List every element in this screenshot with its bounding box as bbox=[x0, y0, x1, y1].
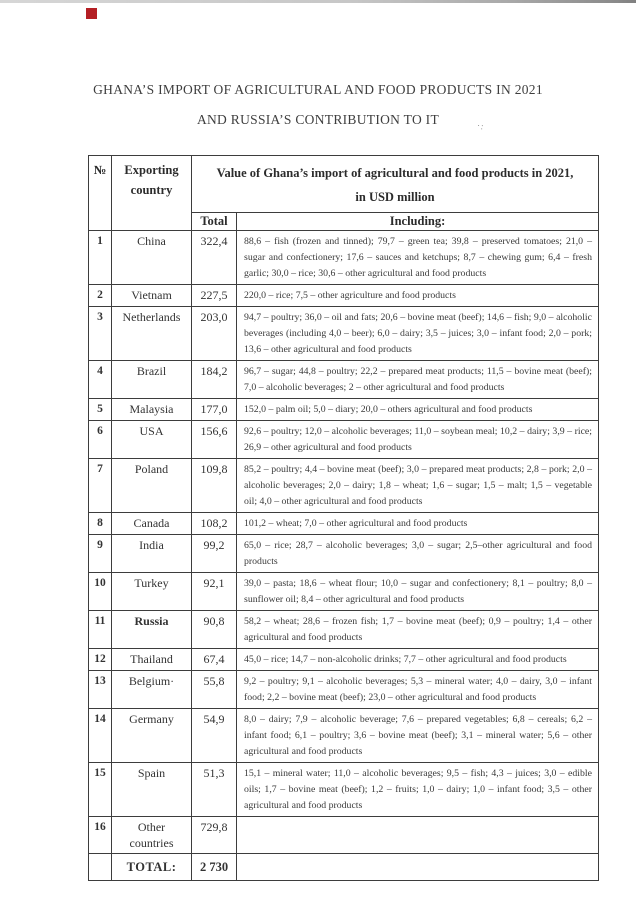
including-cell: 58,2 – wheat; 28,6 – frozen fish; 1,7 – bovine meat (beef); 0,9 – poultry; 1,4 – other agricultural and food products bbox=[237, 611, 599, 649]
including-cell: 15,1 – mineral water; 11,0 – alcoholic beverages; 9,5 – fish; 4,3 – juices; 3,0 – edible oils; 1,7 – bovine meat (beef); 1,2 – fruits; 1,0 – dairy; 1,0 – infant food; 3,5 – other agricultural and food products bbox=[237, 763, 599, 817]
row-number: 15 bbox=[89, 763, 112, 817]
page-title bbox=[0, 75, 636, 135]
row-number: 3 bbox=[89, 307, 112, 361]
country-cell: Poland bbox=[112, 459, 192, 513]
country-cell: Germany bbox=[112, 709, 192, 763]
table-row bbox=[89, 649, 599, 671]
total-cell: 177,0 bbox=[192, 399, 237, 421]
total-cell: 203,0 bbox=[192, 307, 237, 361]
country-cell: Malaysia bbox=[112, 399, 192, 421]
including-cell bbox=[237, 817, 599, 854]
total-cell: 55,8 bbox=[192, 671, 237, 709]
header-total: Total bbox=[192, 213, 237, 231]
including-cell: 220,0 – rice; 7,5 – other agriculture and food products bbox=[237, 285, 599, 307]
row-number: 2 bbox=[89, 285, 112, 307]
total-row-label: TOTAL: bbox=[112, 854, 192, 881]
table-row bbox=[89, 231, 599, 285]
country-cell: Russia bbox=[112, 611, 192, 649]
header-including: Including: bbox=[237, 213, 599, 231]
country-cell: Netherlands bbox=[112, 307, 192, 361]
total-cell: 90,8 bbox=[192, 611, 237, 649]
table-row bbox=[89, 671, 599, 709]
total-cell: 54,9 bbox=[192, 709, 237, 763]
total-cell: 156,6 bbox=[192, 421, 237, 459]
including-cell: 92,6 – poultry; 12,0 – alcoholic beverages; 11,0 – soybean meal; 10,2 – dairy; 3,9 – rice; 26,9 – other agricultural and food products bbox=[237, 421, 599, 459]
row-number: 11 bbox=[89, 611, 112, 649]
header-num: № bbox=[89, 156, 112, 231]
country-cell: Thailand bbox=[112, 649, 192, 671]
header-value-line-2: in USD million bbox=[355, 190, 435, 204]
table-row bbox=[89, 421, 599, 459]
row-number: 7 bbox=[89, 459, 112, 513]
table-row bbox=[89, 817, 599, 854]
country-cell: Other countries bbox=[112, 817, 192, 854]
table-row bbox=[89, 611, 599, 649]
country-cell: Spain bbox=[112, 763, 192, 817]
including-cell: 85,2 – poultry; 4,4 – bovine meat (beef); 3,0 – prepared meat products; 2,8 – pork; 2,0 – alcoholic beverages; 2,0 – dairy; 1,8 – wheat; 1,6 – sugar; 1,5 – malt; 1,5 – vegetable oil; 4,0 – other agricultural and food products bbox=[237, 459, 599, 513]
table-row bbox=[89, 285, 599, 307]
including-cell: 8,0 – dairy; 7,9 – alcoholic beverage; 7,6 – prepared vegetables; 6,8 – cereals; 6,2 – infant food; 6,1 – poultry; 3,6 – bovine meat (beef); 3,1 – mineral water; 5,6 – other agricultural and food products bbox=[237, 709, 599, 763]
table-row bbox=[89, 573, 599, 611]
header-value-line-1: Value of Ghana’s import of agricultural and food products in 2021, bbox=[216, 166, 574, 180]
including-cell: 9,2 – poultry; 9,1 – alcoholic beverages; 5,3 – mineral water; 4,0 – dairy, 3,0 – infant food; 2,2 – bovine meat (beef); 23,0 – other agricultural and food products bbox=[237, 671, 599, 709]
including-cell: 101,2 – wheat; 7,0 – other agricultural and food products bbox=[237, 513, 599, 535]
total-row bbox=[89, 854, 599, 881]
table-row bbox=[89, 535, 599, 573]
total-cell: 67,4 bbox=[192, 649, 237, 671]
table-row bbox=[89, 709, 599, 763]
row-number: 1 bbox=[89, 231, 112, 285]
table-row bbox=[89, 459, 599, 513]
table-row bbox=[89, 361, 599, 399]
total-cell: 51,3 bbox=[192, 763, 237, 817]
table-row bbox=[89, 399, 599, 421]
row-number: 9 bbox=[89, 535, 112, 573]
total-row-empty-num bbox=[89, 854, 112, 881]
table-header bbox=[89, 156, 599, 231]
country-cell: USA bbox=[112, 421, 192, 459]
country-cell: Vietnam bbox=[112, 285, 192, 307]
row-number: 10 bbox=[89, 573, 112, 611]
red-square-marker bbox=[86, 8, 97, 19]
country-cell: China bbox=[112, 231, 192, 285]
including-cell: 39,0 – pasta; 18,6 – wheat flour; 10,0 – sugar and confectionery; 8,1 – poultry; 8,0 – sunflower oil; 8,4 – other agricultural and food products bbox=[237, 573, 599, 611]
row-number: 8 bbox=[89, 513, 112, 535]
row-number: 12 bbox=[89, 649, 112, 671]
row-number: 14 bbox=[89, 709, 112, 763]
total-cell: 322,4 bbox=[192, 231, 237, 285]
including-cell: 45,0 – rice; 14,7 – non-alcoholic drinks; 7,7 – other agricultural and food products bbox=[237, 649, 599, 671]
total-cell: 729,8 bbox=[192, 817, 237, 854]
table-body bbox=[89, 231, 599, 854]
total-cell: 108,2 bbox=[192, 513, 237, 535]
scan-top-edge bbox=[0, 0, 636, 3]
table-footer bbox=[89, 854, 599, 881]
table-row bbox=[89, 307, 599, 361]
row-number: 6 bbox=[89, 421, 112, 459]
country-cell: India bbox=[112, 535, 192, 573]
row-number: 4 bbox=[89, 361, 112, 399]
including-cell: 152,0 – palm oil; 5,0 – diary; 20,0 – others agricultural and food products bbox=[237, 399, 599, 421]
row-number: 16 bbox=[89, 817, 112, 854]
total-row-empty-including bbox=[237, 854, 599, 881]
header-country: Exporting country bbox=[112, 156, 192, 231]
total-cell: 92,1 bbox=[192, 573, 237, 611]
page-title-line-2: AND RUSSIA’S CONTRIBUTION TO IT bbox=[196, 112, 440, 128]
scan-smudge: ·: bbox=[476, 120, 486, 132]
row-number: 13 bbox=[89, 671, 112, 709]
total-cell: 99,2 bbox=[192, 535, 237, 573]
including-cell: 88,6 – fish (frozen and tinned); 79,7 – green tea; 39,8 – preserved tomatoes; 21,0 – sugar and confectionery; 17,6 – sauces and ketchups; 8,7 – chewing gum; 6,4 – fresh garlic; 30,0 – rice; 30,6 – other agricultural and food products bbox=[237, 231, 599, 285]
country-cell: Canada bbox=[112, 513, 192, 535]
country-cell: Belgium· bbox=[112, 671, 192, 709]
table-row bbox=[89, 513, 599, 535]
including-cell: 65,0 – rice; 28,7 – alcoholic beverages; 3,0 – sugar; 2,5–other agricultural and food products bbox=[237, 535, 599, 573]
including-cell: 94,7 – poultry; 36,0 – oil and fats; 20,6 – bovine meat (beef); 14,6 – fish; 9,0 – alcoholic beverages (including 4,0 – beer); 6,0 – dairy; 3,5 – juices; 3,0 – infant food; 2,0 – pork; 13,6 – other agricultural and food products bbox=[237, 307, 599, 361]
country-cell: Turkey bbox=[112, 573, 192, 611]
total-cell: 109,8 bbox=[192, 459, 237, 513]
country-cell: Brazil bbox=[112, 361, 192, 399]
import-table bbox=[88, 155, 599, 881]
table-row bbox=[89, 763, 599, 817]
header-row-main bbox=[89, 156, 599, 213]
header-value bbox=[192, 156, 599, 213]
row-number: 5 bbox=[89, 399, 112, 421]
page-title-line-1: GHANA’S IMPORT OF AGRICULTURAL AND FOOD PRODUCTS IN 2021 bbox=[93, 82, 543, 98]
total-cell: 227,5 bbox=[192, 285, 237, 307]
including-cell: 96,7 – sugar; 44,8 – poultry; 22,2 – prepared meat products; 11,5 – bovine meat (beef); 7,0 – alcoholic beverages; 2 – other agricultural and food products bbox=[237, 361, 599, 399]
total-row-value: 2 730 bbox=[192, 854, 237, 881]
total-cell: 184,2 bbox=[192, 361, 237, 399]
